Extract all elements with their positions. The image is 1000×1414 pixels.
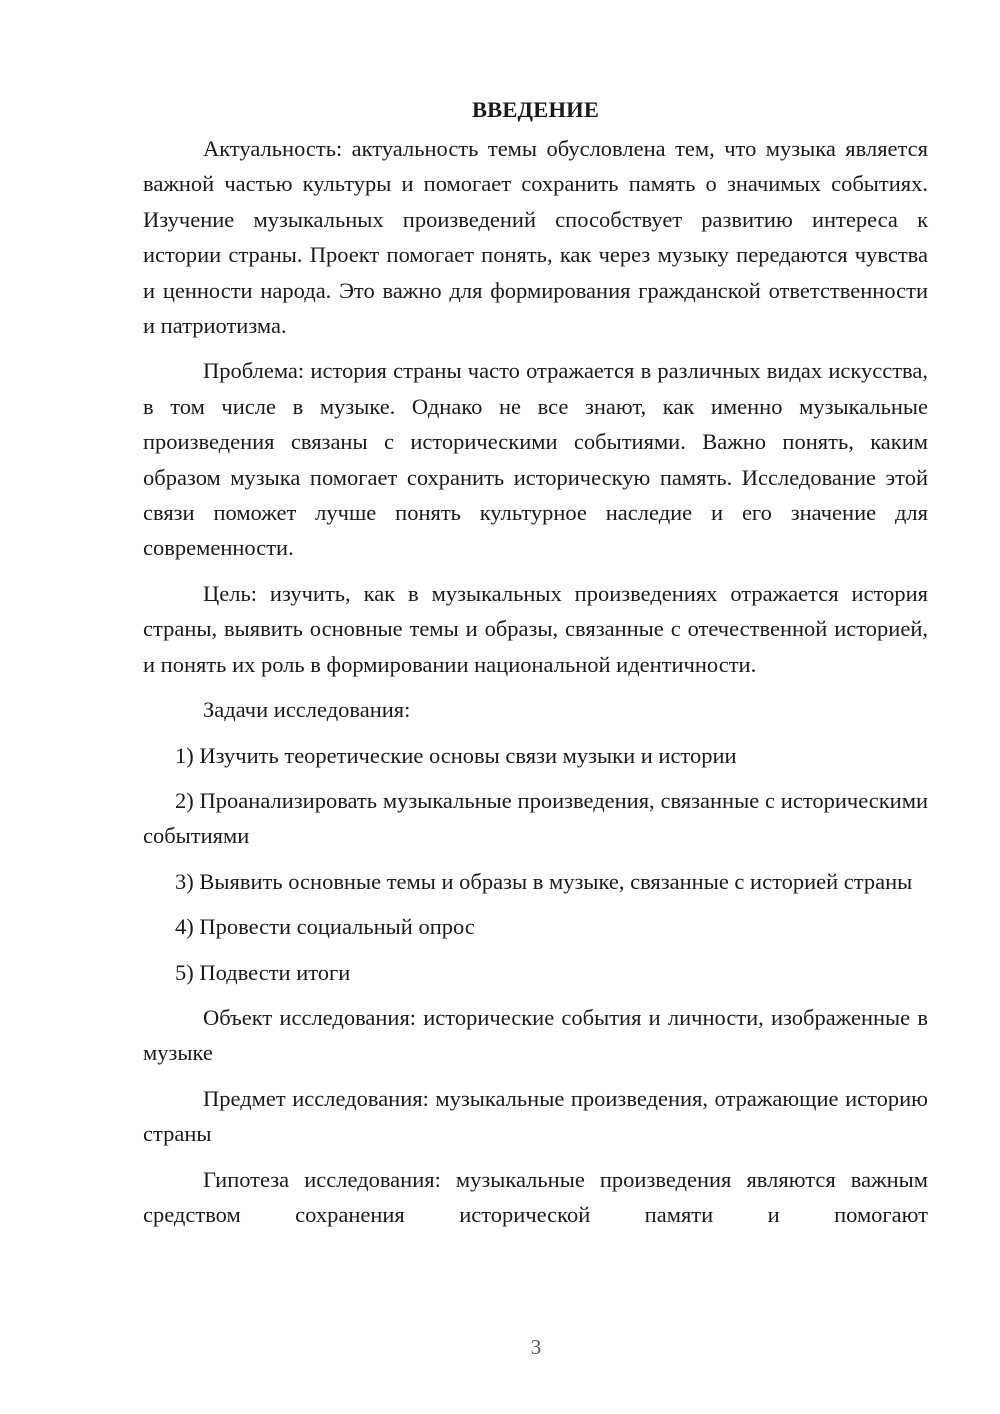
hypothesis-paragraph: Гипотеза исследования: музыкальные произведения являются важным средством сохранения исторической памяти и помогают (143, 1166, 928, 1227)
task-item-1: 1) Изучить теоретические основы связи музыки и истории (175, 742, 737, 768)
task-item-5: 5) Подвести итоги (175, 959, 351, 985)
page-number: 3 (530, 1335, 542, 1359)
task-item-2: 2) Проанализировать музыкальные произведения, связанные с историческими событиями (143, 787, 928, 849)
section-heading: ВВЕДЕНИЕ (471, 97, 600, 122)
task-item-4: 4) Провести социальный опрос (175, 914, 475, 940)
page-body (143, 92, 928, 1242)
problem-paragraph: Проблема: история страны часто отражается в различных видах искусства, в том числе в музыке. Однако не все знают, как именно музыкальные произведения связаны с историческими событиями. Важно понять, каким образом музыка помогает сохранить историческую память. Исследование этой связи поможет лучше понять культурное наследие и его значение для современности. (143, 358, 928, 561)
tasks-heading: Задачи исследования: (203, 697, 411, 723)
subject-paragraph: Предмет исследования: музыкальные произведения, отражающие историю страны (143, 1085, 928, 1147)
relevance-paragraph: Актуальность: актуальность темы обусловлена тем, что музыка является важной частью культуры и помогает сохранить память о значимых событиях. Изучение музыкальных произведений способствует развитию интереса к истории страны. Проект помогает понять, как через музыку передаются чувства и ценности народа. Это важно для формирования гражданской ответственности и патриотизма. (143, 136, 928, 339)
goal-paragraph: Цель: изучить, как в музыкальных произведениях отражается история страны, выявить основные темы и образы, связанные с отечественной историей, и понять их роль в формировании национальной идентичности. (143, 580, 928, 677)
task-item-3: 3) Выявить основные темы и образы в музыке, связанные с историей страны (175, 868, 913, 894)
object-paragraph: Объект исследования: исторические события и личности, изображенные в музыке (143, 1004, 928, 1066)
